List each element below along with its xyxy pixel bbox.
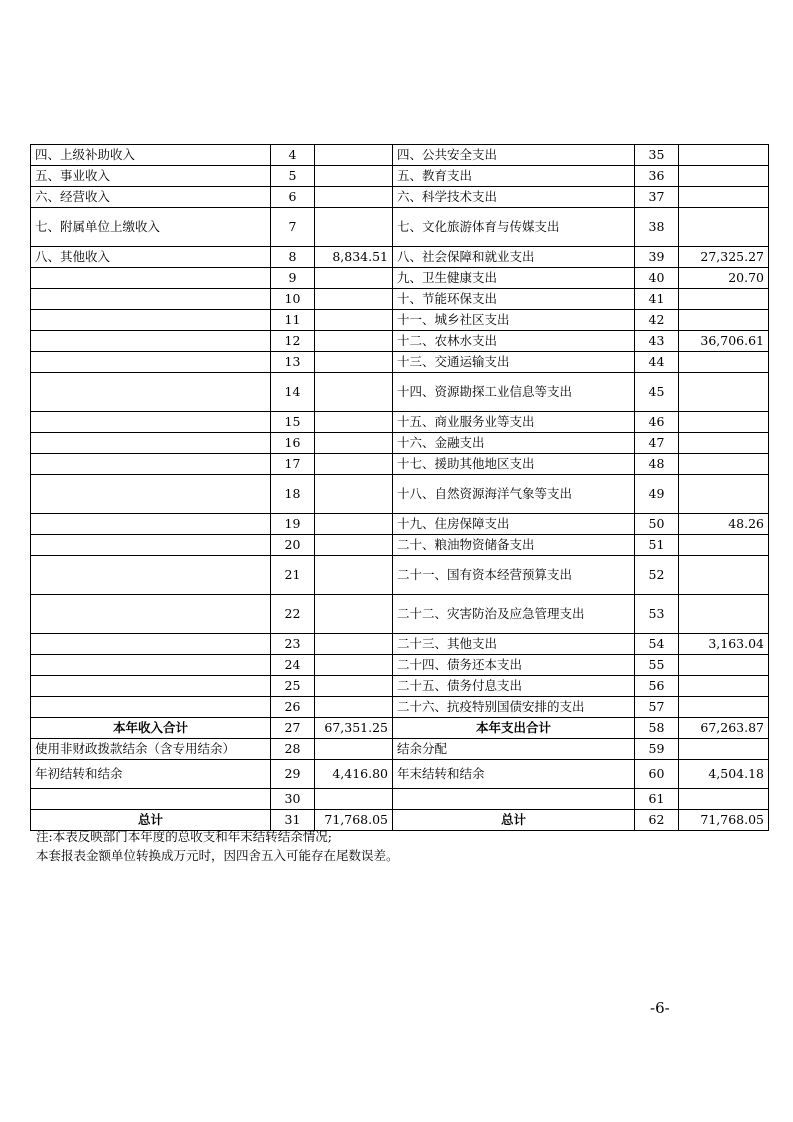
income-amount-cell — [315, 412, 393, 433]
income-line-number-cell: 24 — [271, 655, 315, 676]
table-row — [31, 718, 769, 739]
income-amount-cell — [315, 655, 393, 676]
expenditure-line-number-cell: 54 — [635, 634, 679, 655]
expenditure-item-cell: 五、教育支出 — [393, 166, 635, 187]
income-item-cell — [31, 556, 271, 595]
expenditure-line-number-cell: 61 — [635, 789, 679, 810]
table-row — [31, 697, 769, 718]
income-amount-cell — [315, 475, 393, 514]
expenditure-item-cell: 十、节能环保支出 — [393, 289, 635, 310]
expenditure-item-cell: 十九、住房保障支出 — [393, 514, 635, 535]
expenditure-line-number-cell: 57 — [635, 697, 679, 718]
expenditure-amount-cell — [679, 412, 769, 433]
income-amount-cell — [315, 697, 393, 718]
table-row — [31, 760, 769, 789]
table-row — [31, 331, 769, 352]
expenditure-item-cell: 本年支出合计 — [393, 718, 635, 739]
expenditure-amount-cell — [679, 208, 769, 247]
expenditure-line-number-cell: 46 — [635, 412, 679, 433]
expenditure-amount-cell — [679, 289, 769, 310]
income-amount-cell: 8,834.51 — [315, 247, 393, 268]
expenditure-amount-cell: 36,706.61 — [679, 331, 769, 352]
income-amount-cell — [315, 352, 393, 373]
income-item-cell — [31, 412, 271, 433]
income-line-number-cell: 12 — [271, 331, 315, 352]
income-amount-cell — [315, 514, 393, 535]
expenditure-amount-cell: 4,504.18 — [679, 760, 769, 789]
income-line-number-cell: 30 — [271, 789, 315, 810]
income-line-number-cell: 5 — [271, 166, 315, 187]
expenditure-line-number-cell: 48 — [635, 454, 679, 475]
income-line-number-cell: 8 — [271, 247, 315, 268]
note-line: 注:本表反映部门本年度的总收支和年末结转结余情况; — [36, 829, 332, 844]
income-item-cell: 总计 — [31, 810, 271, 831]
expenditure-amount-cell — [679, 187, 769, 208]
income-amount-cell: 71,768.05 — [315, 810, 393, 831]
income-line-number-cell: 11 — [271, 310, 315, 331]
income-item-cell — [31, 289, 271, 310]
income-amount-cell — [315, 331, 393, 352]
expenditure-amount-cell: 71,768.05 — [679, 810, 769, 831]
income-amount-cell — [315, 166, 393, 187]
table-row — [31, 373, 769, 412]
table-row — [31, 352, 769, 373]
income-line-number-cell: 6 — [271, 187, 315, 208]
expenditure-line-number-cell: 60 — [635, 760, 679, 789]
expenditure-line-number-cell: 53 — [635, 595, 679, 634]
income-amount-cell — [315, 187, 393, 208]
note-line: 本套报表金额单位转换成万元时，因四舍五入可能存在尾数误差。 — [36, 848, 399, 863]
expenditure-item-cell: 四、公共安全支出 — [393, 145, 635, 166]
expenditure-amount-cell — [679, 676, 769, 697]
income-amount-cell — [315, 145, 393, 166]
income-line-number-cell: 4 — [271, 145, 315, 166]
expenditure-line-number-cell: 40 — [635, 268, 679, 289]
expenditure-line-number-cell: 35 — [635, 145, 679, 166]
expenditure-amount-cell — [679, 789, 769, 810]
income-line-number-cell: 23 — [271, 634, 315, 655]
expenditure-item-cell: 九、卫生健康支出 — [393, 268, 635, 289]
expenditure-item-cell: 二十五、债务付息支出 — [393, 676, 635, 697]
expenditure-line-number-cell: 36 — [635, 166, 679, 187]
income-amount-cell — [315, 310, 393, 331]
table-row — [31, 166, 769, 187]
expenditure-amount-cell — [679, 595, 769, 634]
income-amount-cell — [315, 595, 393, 634]
income-amount-cell — [315, 556, 393, 595]
table-row — [31, 145, 769, 166]
income-item-cell: 七、附属单位上缴收入 — [31, 208, 271, 247]
expenditure-item-cell: 年末结转和结余 — [393, 760, 635, 789]
income-item-cell — [31, 310, 271, 331]
table-row — [31, 535, 769, 556]
expenditure-item-cell: 六、科学技术支出 — [393, 187, 635, 208]
income-line-number-cell: 13 — [271, 352, 315, 373]
table-notes — [36, 827, 399, 865]
income-amount-cell: 67,351.25 — [315, 718, 393, 739]
income-amount-cell — [315, 535, 393, 556]
income-item-cell — [31, 331, 271, 352]
table-row — [31, 412, 769, 433]
income-item-cell — [31, 535, 271, 556]
expenditure-amount-cell: 27,325.27 — [679, 247, 769, 268]
expenditure-line-number-cell: 55 — [635, 655, 679, 676]
expenditure-item-cell: 二十一、国有资本经营预算支出 — [393, 556, 635, 595]
table-row — [31, 634, 769, 655]
income-line-number-cell: 28 — [271, 739, 315, 760]
table-body — [31, 145, 769, 831]
income-item-cell — [31, 475, 271, 514]
income-line-number-cell: 10 — [271, 289, 315, 310]
income-item-cell — [31, 634, 271, 655]
expenditure-line-number-cell: 45 — [635, 373, 679, 412]
table-row — [31, 187, 769, 208]
expenditure-amount-cell — [679, 166, 769, 187]
expenditure-amount-cell — [679, 433, 769, 454]
income-amount-cell — [315, 676, 393, 697]
income-line-number-cell: 15 — [271, 412, 315, 433]
income-line-number-cell: 26 — [271, 697, 315, 718]
income-amount-cell — [315, 433, 393, 454]
table-row — [31, 655, 769, 676]
income-line-number-cell: 22 — [271, 595, 315, 634]
income-amount-cell — [315, 208, 393, 247]
table-row — [31, 433, 769, 454]
income-line-number-cell: 7 — [271, 208, 315, 247]
expenditure-amount-cell — [679, 475, 769, 514]
income-line-number-cell: 27 — [271, 718, 315, 739]
expenditure-amount-cell: 67,263.87 — [679, 718, 769, 739]
expenditure-item-cell: 十六、金融支出 — [393, 433, 635, 454]
income-amount-cell — [315, 268, 393, 289]
table-row — [31, 739, 769, 760]
expenditure-item-cell: 八、社会保障和就业支出 — [393, 247, 635, 268]
expenditure-line-number-cell: 38 — [635, 208, 679, 247]
table-row — [31, 475, 769, 514]
expenditure-line-number-cell: 47 — [635, 433, 679, 454]
income-item-cell — [31, 268, 271, 289]
expenditure-line-number-cell: 51 — [635, 535, 679, 556]
income-item-cell: 年初结转和结余 — [31, 760, 271, 789]
table-row — [31, 208, 769, 247]
expenditure-item-cell: 十二、农林水支出 — [393, 331, 635, 352]
table-row — [31, 289, 769, 310]
income-line-number-cell: 29 — [271, 760, 315, 789]
expenditure-line-number-cell: 56 — [635, 676, 679, 697]
income-amount-cell — [315, 454, 393, 475]
expenditure-item-cell: 二十四、债务还本支出 — [393, 655, 635, 676]
expenditure-item-cell: 总计 — [393, 810, 635, 831]
income-amount-cell — [315, 289, 393, 310]
table-row — [31, 556, 769, 595]
expenditure-item-cell: 十一、城乡社区支出 — [393, 310, 635, 331]
income-amount-cell — [315, 789, 393, 810]
income-item-cell: 使用非财政拨款结余（含专用结余） — [31, 739, 271, 760]
page-number: -6- — [650, 999, 670, 1017]
table-row — [31, 676, 769, 697]
expenditure-item-cell: 二十、粮油物资储备支出 — [393, 535, 635, 556]
expenditure-item-cell: 十七、援助其他地区支出 — [393, 454, 635, 475]
expenditure-amount-cell — [679, 655, 769, 676]
income-item-cell — [31, 697, 271, 718]
income-item-cell: 四、上级补助收入 — [31, 145, 271, 166]
expenditure-line-number-cell: 59 — [635, 739, 679, 760]
income-item-cell — [31, 595, 271, 634]
expenditure-line-number-cell: 49 — [635, 475, 679, 514]
income-item-cell — [31, 789, 271, 810]
expenditure-amount-cell — [679, 352, 769, 373]
income-amount-cell — [315, 373, 393, 412]
expenditure-item-cell: 结余分配 — [393, 739, 635, 760]
income-line-number-cell: 25 — [271, 676, 315, 697]
expenditure-amount-cell — [679, 145, 769, 166]
income-line-number-cell: 17 — [271, 454, 315, 475]
table-row — [31, 514, 769, 535]
expenditure-amount-cell: 48.26 — [679, 514, 769, 535]
expenditure-amount-cell: 20.70 — [679, 268, 769, 289]
expenditure-item-cell: 十五、商业服务业等支出 — [393, 412, 635, 433]
expenditure-item-cell: 二十六、抗疫特别国债安排的支出 — [393, 697, 635, 718]
income-line-number-cell: 14 — [271, 373, 315, 412]
income-amount-cell — [315, 634, 393, 655]
expenditure-item-cell: 七、文化旅游体育与传媒支出 — [393, 208, 635, 247]
income-item-cell — [31, 433, 271, 454]
expenditure-line-number-cell: 52 — [635, 556, 679, 595]
expenditure-amount-cell — [679, 697, 769, 718]
income-item-cell: 八、其他收入 — [31, 247, 271, 268]
income-line-number-cell: 9 — [271, 268, 315, 289]
table-row — [31, 595, 769, 634]
expenditure-line-number-cell: 58 — [635, 718, 679, 739]
expenditure-line-number-cell: 41 — [635, 289, 679, 310]
income-item-cell — [31, 373, 271, 412]
expenditure-item-cell: 二十三、其他支出 — [393, 634, 635, 655]
income-line-number-cell: 16 — [271, 433, 315, 454]
income-amount-cell: 4,416.80 — [315, 760, 393, 789]
expenditure-amount-cell: 3,163.04 — [679, 634, 769, 655]
income-item-cell — [31, 655, 271, 676]
table-row — [31, 247, 769, 268]
income-line-number-cell: 20 — [271, 535, 315, 556]
expenditure-item-cell: 十三、交通运输支出 — [393, 352, 635, 373]
expenditure-line-number-cell: 39 — [635, 247, 679, 268]
income-item-cell — [31, 514, 271, 535]
income-item-cell: 本年收入合计 — [31, 718, 271, 739]
income-item-cell: 六、经营收入 — [31, 187, 271, 208]
expenditure-amount-cell — [679, 556, 769, 595]
income-item-cell — [31, 454, 271, 475]
expenditure-amount-cell — [679, 535, 769, 556]
table-row — [31, 789, 769, 810]
expenditure-line-number-cell: 43 — [635, 331, 679, 352]
expenditure-item-cell: 二十二、灾害防治及应急管理支出 — [393, 595, 635, 634]
income-amount-cell — [315, 739, 393, 760]
expenditure-line-number-cell: 50 — [635, 514, 679, 535]
income-line-number-cell: 21 — [271, 556, 315, 595]
income-item-cell: 五、事业收入 — [31, 166, 271, 187]
expenditure-amount-cell — [679, 310, 769, 331]
expenditure-amount-cell — [679, 739, 769, 760]
income-line-number-cell: 31 — [271, 810, 315, 831]
expenditure-line-number-cell: 37 — [635, 187, 679, 208]
income-expenditure-table — [30, 144, 769, 831]
expenditure-line-number-cell: 44 — [635, 352, 679, 373]
expenditure-item-cell: 十四、资源勘探工业信息等支出 — [393, 373, 635, 412]
table-row — [31, 310, 769, 331]
income-item-cell — [31, 352, 271, 373]
expenditure-item-cell — [393, 789, 635, 810]
expenditure-line-number-cell: 42 — [635, 310, 679, 331]
expenditure-line-number-cell: 62 — [635, 810, 679, 831]
income-line-number-cell: 19 — [271, 514, 315, 535]
income-item-cell — [31, 676, 271, 697]
table-row — [31, 268, 769, 289]
income-line-number-cell: 18 — [271, 475, 315, 514]
table-row — [31, 454, 769, 475]
expenditure-item-cell: 十八、自然资源海洋气象等支出 — [393, 475, 635, 514]
expenditure-amount-cell — [679, 454, 769, 475]
expenditure-amount-cell — [679, 373, 769, 412]
